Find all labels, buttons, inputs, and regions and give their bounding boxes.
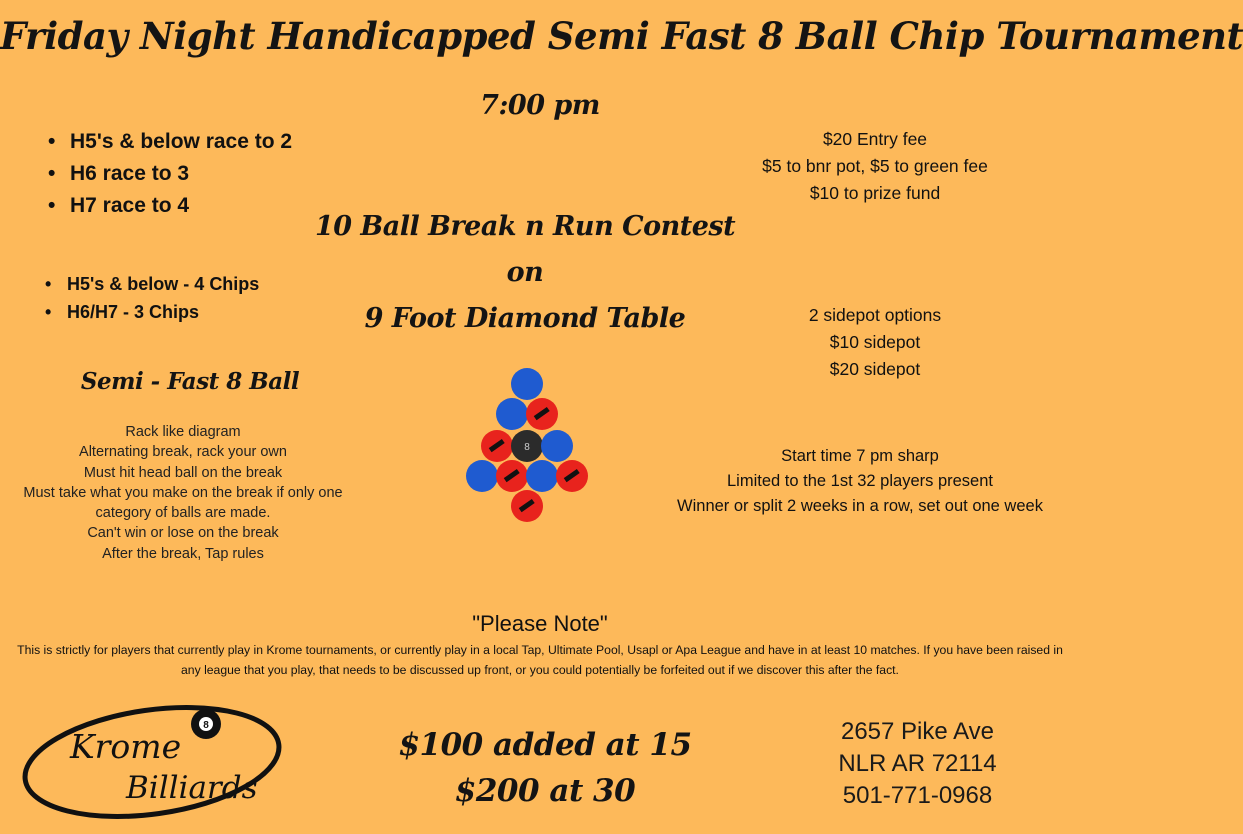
eight-ball-label: 8 (524, 442, 530, 453)
logo-word-billiards: Billiards (126, 770, 258, 806)
contest-heading (300, 204, 750, 342)
list-item: • H7 race to 4 (48, 190, 292, 222)
ball-solid (496, 398, 528, 430)
logo-word-krome: Krome (70, 727, 182, 766)
rack-diagram (462, 366, 594, 526)
contest-line: 10 Ball Break n Run Contest on (314, 211, 736, 288)
start-info (640, 444, 1080, 519)
list-item: • H5's & below - 4 Chips (45, 270, 259, 298)
address-phone: 501-771-0968 (842, 782, 993, 809)
rule-line: Can't win or lose on the break (87, 525, 279, 542)
added-line: $100 added at 15 (398, 727, 692, 763)
sidepot-line: 2 sidepot options (808, 305, 942, 325)
ball-solid (541, 430, 573, 462)
rule-line: Rack like diagram (125, 424, 241, 440)
rules-list (0, 422, 366, 564)
contest-line: 9 Foot Diamond Table (364, 303, 686, 334)
rule-line: Must take what you make on the break if only one (23, 484, 343, 501)
note-heading: "Please Note" (472, 611, 608, 636)
rule-line: Must hit head ball on the break (83, 464, 283, 481)
note-body: This is strictly for players that currently play in Krome tournaments, or currently play in a local Tap, Ultimate Pool, Usapl or Apa League and have in at least 10 matches. If you have been raised in any league that you play, that needs to be discussed up front, or you could potentially be forfeited out if we discover this after the fact. (17, 643, 1063, 677)
address-city: NLR AR 72114 (838, 750, 997, 777)
logo-ball-number: 8 (203, 720, 209, 731)
list-item: • H6/H7 - 3 Chips (45, 298, 259, 326)
rule-line: Alternating break, rack your own (79, 444, 287, 461)
ball-solid (466, 460, 498, 492)
start-line: Start time 7 pm sharp (781, 447, 939, 465)
krome-billiards-logo (18, 694, 290, 826)
added-line: $200 at 30 (454, 773, 636, 809)
sidepot-line: $20 sidepot (829, 359, 921, 379)
ball-solid (526, 460, 558, 492)
rule-line: category of balls are made. (95, 505, 271, 522)
fee-line: $10 to prize fund (809, 183, 941, 203)
ball-solid (511, 368, 543, 400)
start-time: 7:00 pm (480, 90, 600, 121)
semi-fast-heading: Semi - Fast 8 Ball (80, 368, 300, 395)
page-title: Friday Night Handicapped Semi Fast 8 Ball Chip Tournament (0, 14, 1243, 58)
address-street: 2657 Pike Ave (840, 718, 994, 745)
sidepot-line: $10 sidepot (829, 332, 921, 352)
entry-fees (740, 126, 1010, 207)
start-line: Winner or split 2 weeks in a row, set out one week (677, 497, 1043, 515)
fee-line: $20 Entry fee (822, 129, 928, 149)
race-list (48, 126, 292, 222)
rule-line: After the break, Tap rules (102, 545, 264, 562)
list-item: • H6 race to 3 (48, 158, 292, 190)
start-line: Limited to the 1st 32 players present (727, 472, 993, 490)
fee-line: $5 to bnr pot, $5 to green fee (762, 156, 988, 176)
list-item: • H5's & below race to 2 (48, 126, 292, 158)
sidepot-options (760, 302, 990, 383)
address-block (820, 716, 1015, 812)
chip-list (45, 270, 259, 326)
added-money (395, 722, 695, 814)
